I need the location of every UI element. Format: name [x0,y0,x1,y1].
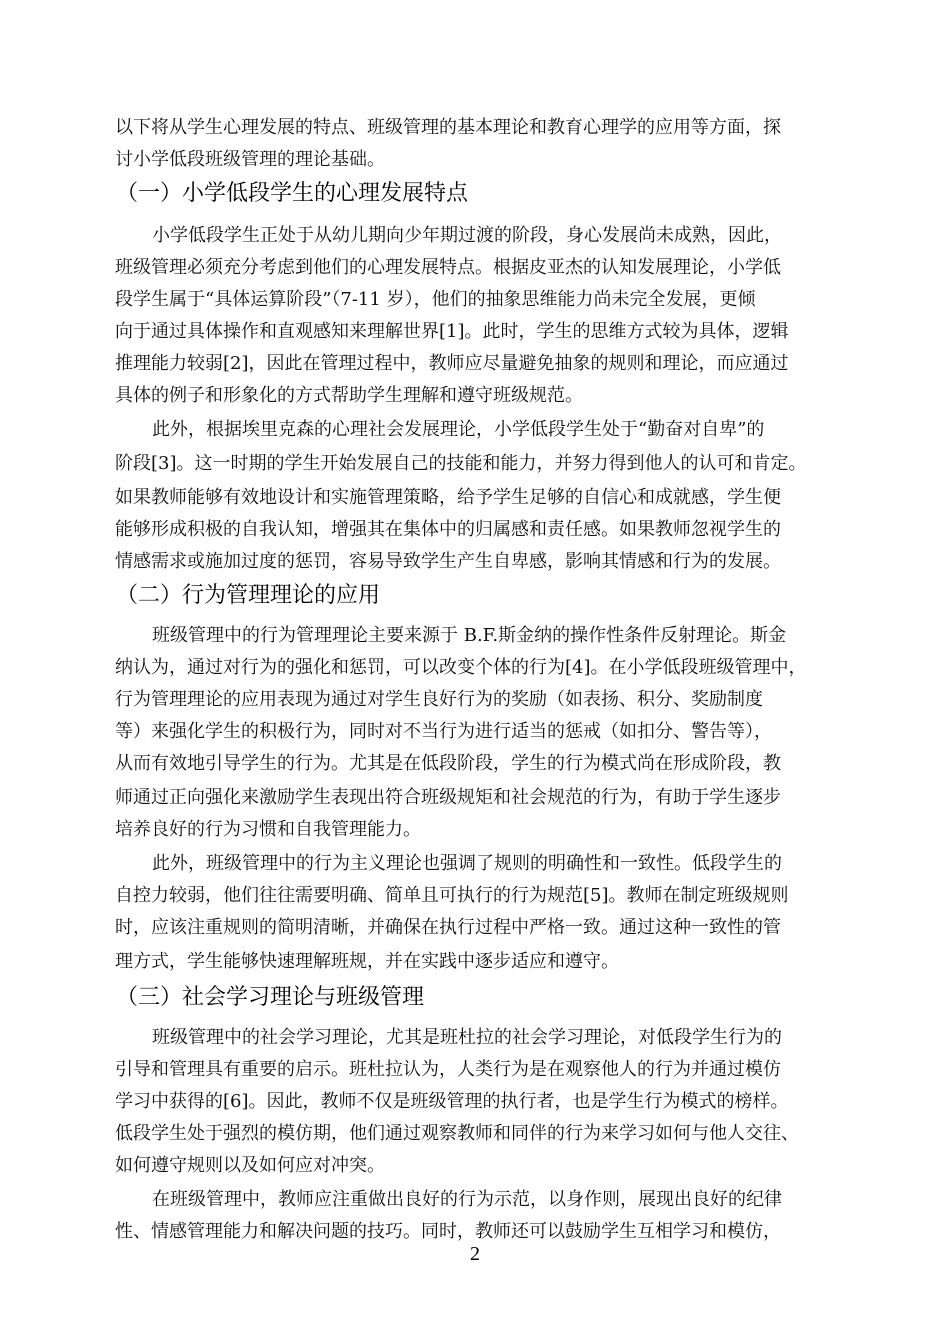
paragraph-line: 能够形成积极的自我认知，增强其在集体中的归属感和责任感。如果教师忽视学生的 [115,519,781,540]
paragraph-line: 学习中获得的[6]。因此，教师不仅是班级管理的执行者，也是学生行为模式的榜样。 [115,1091,789,1112]
paragraph-line: 情感需求或施加过度的惩罚，容易导致学生产生自卑感，影响其情感和行为的发展。 [115,551,781,572]
paragraph-line: 师通过正向强化来激励学生表现出符合班级规矩和社会规范的行为，有助于学生逐步 [115,787,781,808]
paragraph-line: 向于通过具体操作和直观感知来理解世界[1]。此时，学生的思维方式较为具体，逻辑 [115,321,789,342]
paragraph-line: 班级管理中的行为管理理论主要来源于 B.F.斯金纳的操作性条件反射理论。斯金 [152,625,787,646]
intro-line: 讨小学低段班级管理的理论基础。 [115,149,385,170]
paragraph-line: 自控力较弱，他们往往需要明确、简单且可执行的行为规范[5]。教师在制定班级规则 [115,885,789,906]
section-heading: （二）行为管理理论的应用 [116,583,381,608]
page-number: 2 [470,1243,480,1265]
paragraph-line: 培养良好的行为习惯和自我管理能力。 [115,819,421,840]
paragraph-line: 从而有效地引导学生的行为。尤其是在低段阶段，学生的行为模式尚在形成阶段，教 [115,753,781,774]
section-heading: （三）社会学习理论与班级管理 [116,985,425,1010]
paragraph-line: 推理能力较弱[2]，因此在管理过程中，教师应尽量避免抽象的规则和理论，而应通过 [115,353,789,374]
paragraph-line: 如何遵守规则以及如何应对冲突。 [115,1155,385,1176]
paragraph-line: 低段学生处于强烈的模仿期，他们通过观察教师和同伴的行为来学习如何与他人交往、 [115,1123,799,1144]
paragraph-line: 时，应该注重规则的简明清晰，并确保在执行过程中严格一致。通过这种一致性的管 [115,917,781,938]
paragraph-line: 性、情感管理能力和解决问题的技巧。同时，教师还可以鼓励学生互相学习和模仿， [115,1221,781,1242]
paragraph-line: 等）来强化学生的积极行为，同时对不当行为进行适当的惩戒（如扣分、警告等）， [115,721,772,742]
paragraph-line: 引导和管理具有重要的启示。班杜拉认为，人类行为是在观察他人的行为并通过模仿 [115,1059,781,1080]
paragraph-line: 纳认为，通过对行为的强化和惩罚，可以改变个体的行为[4]。在小学低段班级管理中， [115,657,807,678]
paragraph-line: 此外，班级管理中的行为主义理论也强调了规则的明确性和一致性。低段学生的 [152,853,782,874]
paragraph-line: 行为管理理论的应用表现为通过对学生良好行为的奖励（如表扬、积分、奖励制度 [115,689,763,710]
paragraph-line: 小学低段学生正处于从幼儿期向少年期过渡的阶段，身心发展尚未成熟，因此， [152,225,782,246]
paragraph-line: 如果教师能够有效地设计和实施管理策略，给予学生足够的自信心和成就感，学生便 [115,487,781,508]
paragraph-line: 具体的例子和形象化的方式帮助学生理解和遵守班级规范。 [115,385,583,406]
paragraph-line: 段学生属于“具体运算阶段”（7-11 岁），他们的抽象思维能力尚未完全发展，更倾 [115,289,756,310]
paragraph-line: 理方式，学生能够快速理解班规，并在实践中逐步适应和遵守。 [115,951,619,972]
paragraph-line: 在班级管理中，教师应注重做出良好的行为示范，以身作则，展现出良好的纪律 [152,1189,782,1210]
paragraph-line: 阶段[3]。这一时期的学生开始发展自己的技能和能力，并努力得到他人的认可和肯定。 [115,453,807,474]
intro-line: 以下将从学生心理发展的特点、班级管理的基本理论和教育心理学的应用等方面，探 [115,117,781,138]
paragraph-line: 班级管理必须充分考虑到他们的心理发展特点。根据皮亚杰的认知发展理论，小学低 [115,257,781,278]
paragraph-line: 班级管理中的社会学习理论，尤其是班杜拉的社会学习理论，对低段学生行为的 [152,1027,782,1048]
paragraph-line: 此外，根据埃里克森的心理社会发展理论，小学低段学生处于“勤奋对自卑”的 [152,419,765,440]
section-heading: （一）小学低段学生的心理发展特点 [116,181,469,206]
